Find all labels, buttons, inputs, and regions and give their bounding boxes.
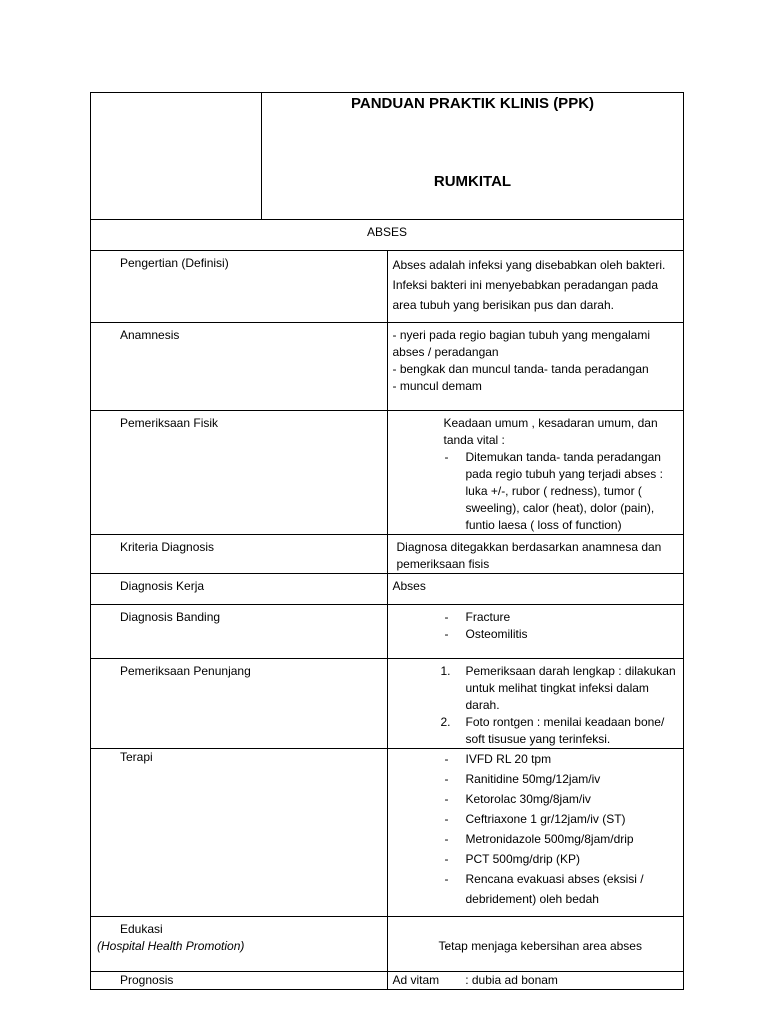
prognosis-value: : dubia ad bonam [465, 973, 558, 987]
item-number: 2. [440, 715, 451, 729]
label-anamnesis: Anamnesis [91, 323, 388, 411]
terapi-item: - Ketorolac 30mg/8jam/iv [393, 789, 678, 809]
value-edukasi [387, 917, 684, 972]
penunjang-item [393, 714, 678, 748]
value-diagnosis-banding [387, 605, 684, 659]
label-pemeriksaan-penunjang: Pemeriksaan Penunjang [91, 659, 388, 749]
terapi-item: - Rencana evakuasi abses (eksisi / debridement) oleh bedah [393, 869, 678, 909]
edukasi-sublabel: (Hospital Health Promotion) [97, 939, 245, 953]
label-prognosis: Prognosis [91, 972, 388, 990]
label-diagnosis-kerja: Diagnosis Kerja [91, 574, 388, 605]
edukasi-list [393, 938, 678, 955]
topic-row [91, 220, 684, 251]
ppk-table [90, 219, 684, 990]
terapi-item: - Ranitidine 50mg/12jam/iv [393, 769, 678, 789]
document-header [90, 92, 684, 220]
fisik-intro: Keadaan umum , kesadaran umum, dan tanda vital : [443, 416, 658, 447]
prognosis-key: Ad vitam [392, 973, 440, 987]
terapi-item: - IVFD RL 20 tpm [393, 749, 678, 769]
banding-list [393, 609, 678, 643]
terapi-item: - PCT 500mg/drip (KP) [393, 849, 678, 869]
topic-title: ABSES [91, 220, 684, 251]
logo-cell [91, 93, 262, 219]
item-text: Foto rontgen : menilai keadaan bone/ soft tisusue yang terinfeksi. [465, 715, 665, 746]
row-pemeriksaan-penunjang [91, 659, 684, 749]
row-pemeriksaan-fisik [91, 411, 684, 535]
terapi-item: - Ceftriaxone 1 gr/12jam/iv (ST) [393, 809, 678, 829]
anamnesis-line: - muncul demam [392, 379, 482, 393]
fisik-item: - Ditemukan tanda- tanda peradangan pada regio tubuh yang terjadi abses : luka +/-, rubor ( redness), tumor ( sweeling), calor (heat), dolor (pain), funtio laesa ( loss of function) [393, 449, 678, 534]
label-kriteria-diagnosis: Kriteria Diagnosis [91, 535, 388, 574]
label-terapi: Terapi [91, 749, 388, 917]
value-pemeriksaan-penunjang [387, 659, 684, 749]
terapi-list [393, 749, 678, 909]
row-terapi [91, 749, 684, 917]
value-anamnesis [387, 323, 684, 411]
edukasi-item [393, 938, 678, 955]
banding-item: - Fracture [393, 609, 678, 626]
fisik-list [393, 449, 678, 534]
anamnesis-line: - bengkak dan muncul tanda- tanda peradangan [392, 362, 649, 376]
document-title: PANDUAN PRAKTIK KLINIS (PPK) [350, 95, 595, 112]
edukasi-item-text: Tetap menjaga kebersihan area abses [438, 939, 642, 953]
value-diagnosis-kerja: Abses [387, 574, 684, 605]
row-prognosis [91, 972, 684, 990]
row-edukasi [91, 917, 684, 972]
row-kriteria-diagnosis [91, 535, 684, 574]
item-number: 1. [440, 664, 451, 678]
label-pengertian: Pengertian (Definisi) [91, 251, 388, 323]
anamnesis-line: - nyeri pada regio bagian tubuh yang mengalami abses / peradangan [392, 328, 651, 359]
banding-item: - Osteomilitis [393, 626, 678, 643]
value-terapi [387, 749, 684, 917]
edukasi-label: Edukasi [120, 922, 163, 936]
value-pemeriksaan-fisik [387, 411, 684, 535]
item-text: Pemeriksaan darah lengkap : dilakukan untuk melihat tingkat infeksi dalam darah. [465, 664, 676, 712]
label-diagnosis-banding: Diagnosis Banding [91, 605, 388, 659]
row-anamnesis [91, 323, 684, 411]
row-diagnosis-banding [91, 605, 684, 659]
label-pemeriksaan-fisik: Pemeriksaan Fisik [91, 411, 388, 535]
row-pengertian [91, 251, 684, 323]
value-prognosis [387, 972, 684, 990]
row-diagnosis-kerja [91, 574, 684, 605]
value-kriteria-diagnosis: Diagnosa ditegakkan berdasarkan anamnesa dan pemeriksaan fisis [387, 535, 684, 574]
penunjang-list [393, 663, 678, 748]
value-pengertian: Abses adalah infeksi yang disebabkan oleh bakteri. Infeksi bakteri ini menyebabkan peradangan pada area tubuh yang berisikan pus dan darah. [387, 251, 684, 323]
penunjang-item [393, 663, 678, 714]
label-edukasi [91, 917, 388, 972]
terapi-item: - Metronidazole 500mg/8jam/drip [393, 829, 678, 849]
hospital-name: RUMKITAL [433, 173, 512, 190]
